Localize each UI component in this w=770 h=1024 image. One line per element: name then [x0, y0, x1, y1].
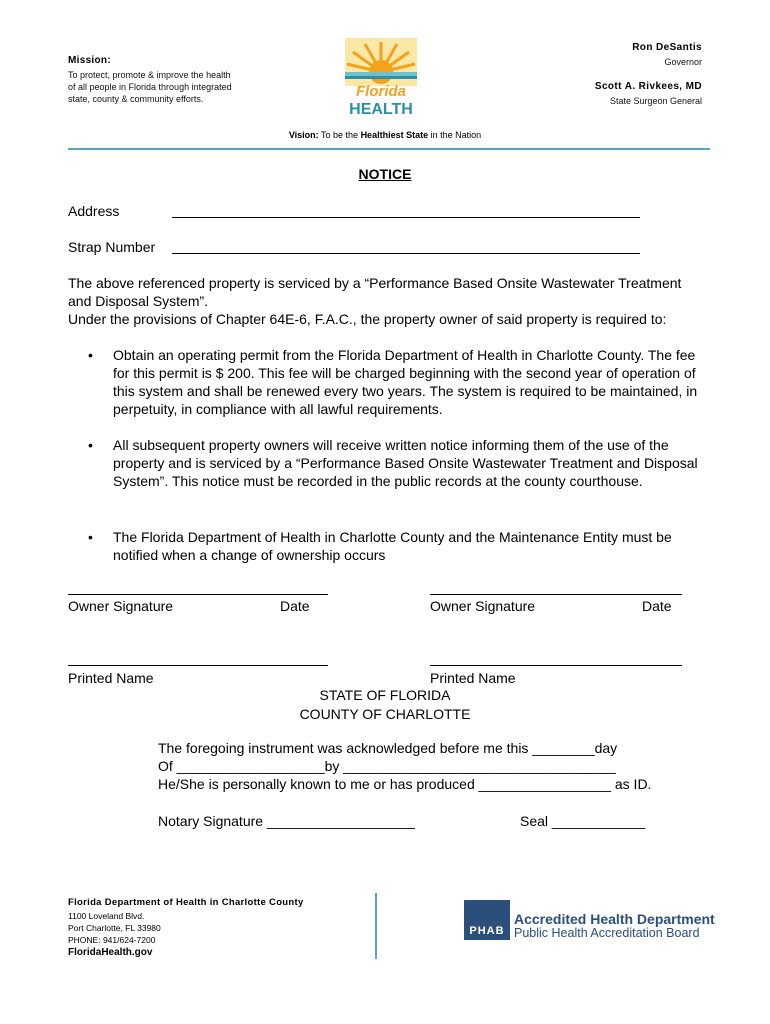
printed-name-label-left: Printed Name: [68, 670, 154, 686]
bullet-icon: •: [88, 347, 93, 363]
surgeon-general-title: State Surgeon General: [609, 96, 702, 106]
vision-bold: Healthiest State: [360, 130, 429, 140]
vision-label: Vision:: [288, 130, 319, 140]
footer-department: Florida Department of Health in Charlotte County: [68, 897, 304, 908]
printed-name-line-left[interactable]: [68, 665, 328, 666]
seal-field: Seal ____________: [520, 813, 646, 829]
state-heading: STATE OF FLORIDA: [319, 687, 451, 703]
printed-name-line-right[interactable]: [430, 665, 682, 666]
printed-name-label-right: Printed Name: [430, 670, 516, 686]
owner-signature-line-right[interactable]: [430, 594, 682, 595]
logo-word-florida: Florida: [355, 83, 407, 100]
vision-pre: To be the: [321, 130, 359, 140]
bullet-text-subsequent-owners: All subsequent property owners will receive written notice informing them of the use of the property and is serviced by a “Performance Based Onsite Wastewater Treatment and Disposal System”. This notice must be recorded in the public records at the county courthouse.: [113, 437, 698, 489]
notice-title: NOTICE: [358, 166, 412, 182]
florida-health-logo: [345, 38, 417, 118]
florida-health-logo-icon: [345, 38, 417, 118]
mission-title: Mission:: [68, 55, 111, 66]
county-heading: COUNTY OF CHARLOTTE: [299, 706, 471, 722]
footer-phone: PHONE: 941/624-7200: [68, 935, 156, 945]
owner-signature-label-right: Owner Signature: [430, 598, 536, 614]
vision-statement: [0, 130, 770, 140]
date-label-left: Date: [280, 598, 310, 614]
phab-board-text: Public Health Accreditation Board: [514, 926, 700, 940]
phab-letters: PHAB: [469, 925, 505, 937]
bullet-icon: •: [88, 529, 93, 545]
date-label-right: Date: [642, 598, 672, 614]
list-item: [88, 346, 708, 418]
bullet-text-change-ownership: The Florida Department of Health in Charlotte County and the Maintenance Entity must be notified when a change of ownership occurs: [113, 529, 672, 563]
paragraph-chapter-provisions: Under the provisions of Chapter 64E-6, F.A.C., the property owner of said property is required to:: [68, 311, 667, 327]
list-item: [88, 436, 708, 490]
surgeon-general-name: Scott A. Rivkees, MD: [594, 81, 702, 92]
mission-text: To protect, promote & improve the health of all people in Florida through integrated state, county & community efforts.: [68, 70, 232, 104]
footer-address-1: 1100 Loveland Blvd.: [68, 911, 145, 921]
logo-word-health: HEALTH: [349, 101, 413, 118]
governor-name: Ron DeSantis: [632, 42, 702, 53]
list-item: [88, 528, 708, 564]
strap-number-field-line[interactable]: [172, 253, 640, 254]
phab-logo-icon: [464, 900, 510, 940]
acknowledgement-line-3: He/She is personally known to me or has produced _________________ as ID.: [158, 776, 652, 792]
notary-signature: Notary Signature ___________________: [158, 813, 415, 829]
governor-title: Governor: [664, 57, 702, 67]
owner-signature-line-left[interactable]: [68, 594, 328, 595]
bullet-icon: •: [88, 437, 93, 453]
strap-number-label: Strap Number: [68, 239, 156, 255]
paragraph-property-serviced: The above referenced property is serviced by a “Performance Based Onsite Wastewater Treatment and Disposal System”.: [68, 275, 682, 309]
phab-accredited-text: Accredited Health Department: [514, 911, 715, 927]
bullet-text-permit: Obtain an operating permit from the Florida Department of Health in Charlotte County. The fee for this permit is $ 200. This fee will be charged beginning with the second year of operation of this system and shall be renewed every two years. The system is required to be maintained, in perpetuity, in compliance with all lawful requirements.: [113, 347, 698, 417]
vision-post: in the Nation: [430, 130, 482, 140]
footer-website-link[interactable]: FloridaHealth.gov: [68, 947, 153, 958]
owner-signature-label-left: Owner Signature: [68, 598, 174, 614]
address-field-line[interactable]: [172, 217, 640, 218]
header-divider: [68, 148, 710, 150]
address-label: Address: [68, 203, 120, 219]
acknowledgement-line-2: Of ___________________by ___________________________________: [158, 758, 616, 774]
footer-address-2: Port Charlotte, FL 33980: [68, 923, 161, 933]
footer-divider: [375, 893, 377, 959]
acknowledgement-line-1: The foregoing instrument was acknowledged before me this ________day: [158, 740, 618, 756]
